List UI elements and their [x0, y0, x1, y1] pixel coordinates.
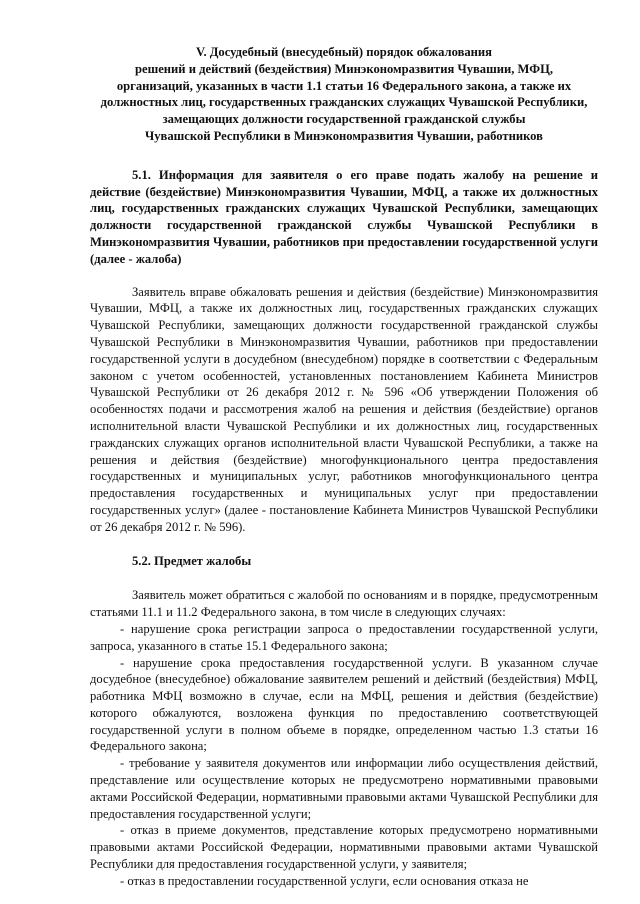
list-item: - нарушение срока предоставления государственной услуги. В указанном случае досудебное (внесудебное) обжалование заявителем решений и действий (бездействия) МФЦ, работника МФЦ возможно в случае, если на МФЦ, решения и действия (бездействие) которого обжалуются, возложена функция по предоставлению соответствующей государственной услуги в полном объеме в порядке, определенном частью 1.3 статьи 16 Федерального закона; [90, 655, 598, 754]
section-5-1-heading: 5.1. Информация для заявителя о его праве подать жалобу на решение и действие (бездействие) Минэкономразвития Чувашии, МФЦ, а также их должностных лиц, государственных гражданских служащих Чувашской Республики, замещающих должности государственной гражданской службы Чувашской Республики в Минэкономразвития Чувашии, работников при предоставлении государственной услуги (далее - жалоба) [90, 167, 598, 266]
chapter-title [90, 44, 598, 145]
chapter-title-line: должностных лиц, государственных гражданских служащих Чувашской Республики, [100, 95, 588, 110]
document-page [90, 44, 598, 890]
section-5-1-body: Заявитель вправе обжаловать решения и действия (бездействие) Минэкономразвития Чувашии, МФЦ, а также их должностных лиц, государственных гражданских служащих Чувашской Республики, замещающих должности государственной гражданской службы Чувашской Республики в Минэкономразвития Чувашии, работников при предоставлении государственной услуги в досудебном (внесудебном) порядке в соответствии с Федеральным законом с учетом особенностей, установленных постановлением Кабинета Министров Чувашской Республики от 26 декабря 2012 г. № 596 «Об утверждении Положения об особенностях подачи и рассмотрения жалоб на решения и действия (бездействие) органов исполнительной власти Чувашской Республики и их должностных лиц, государственных гражданских служащих органов исполнительной власти Чувашской Республики, а также на решения и действия (бездействие) многофункционального центра предоставления государственных и муниципальных услуг, работников многофункционального центра предоставления государственных и муниципальных услуг при предоставлении государственных услуг» (далее - постановление Кабинета Министров Чувашской Республики от 26 декабря 2012 г. № 596). [90, 284, 598, 534]
list-item: - требование у заявителя документов или информации либо осуществления действий, представление или осуществление которых не предусмотрено нормативными правовыми актами Российской Федерации, нормативными правовыми актами Чувашской Республики для предоставления государственной услуги; [90, 756, 598, 821]
chapter-title-line: Чувашской Республики в Минэкономразвития Чувашии, работников [145, 128, 543, 143]
chapter-title-line: организаций, указанных в части 1.1 статьи 16 Федерального закона, а также их [116, 78, 572, 93]
section-5-2-heading: 5.2. Предмет жалобы [132, 553, 252, 568]
list-item: - отказ в приеме документов, представление которых предусмотрено нормативными правовыми актами Российской Федерации, нормативными правовыми актами Чувашской Республики для предоставления государственной услуги, у заявителя; [90, 823, 598, 872]
list-item: - отказ в предоставлении государственной услуги, если основания отказа не [120, 873, 529, 888]
chapter-title-line: замещающих должности государственной гражданской службы [162, 112, 526, 127]
list-item: - нарушение срока регистрации запроса о предоставлении государственной услуги, запроса, указанного в статье 15.1 Федерального закона; [90, 621, 598, 653]
chapter-title-line: решений и действий (бездействия) Минэкономразвития Чувашии, МФЦ, [134, 61, 554, 76]
section-5-2-intro: Заявитель может обратиться с жалобой по основаниям и в порядке, предусмотренным статьями 11.1 и 11.2 Федерального закона, в том числе в следующих случаях: [90, 588, 598, 620]
chapter-title-line: V. Досудебный (внесудебный) порядок обжалования [195, 45, 492, 59]
